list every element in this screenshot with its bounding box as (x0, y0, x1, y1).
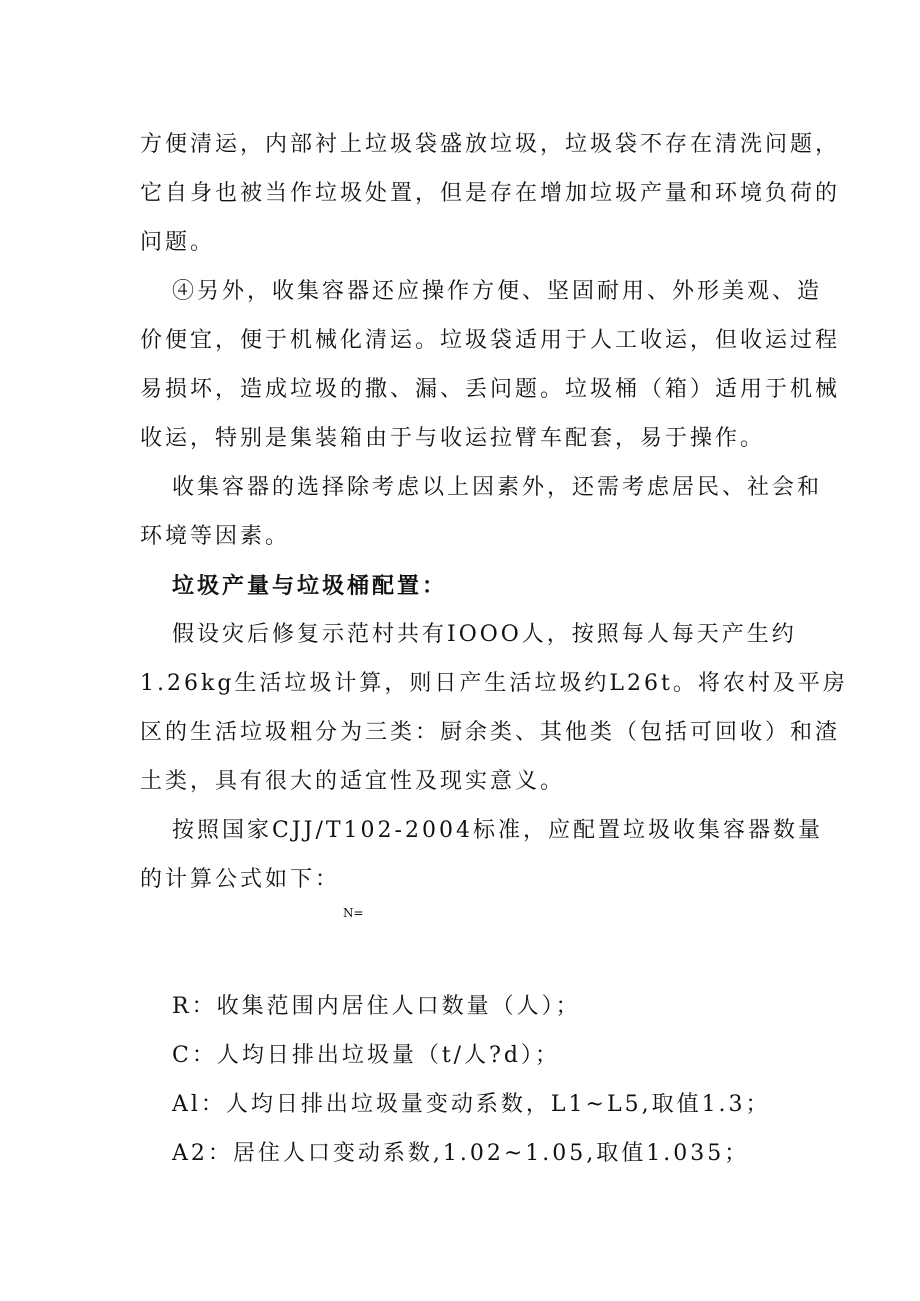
paragraph-4-line-4: 土类，具有很大的适宜性及现实意义。 (140, 769, 566, 794)
paragraph-4-line-2: 1.26kg生活垃圾计算，则日产生活垃圾约L26t。将农村及平房 (140, 671, 848, 696)
paragraph-4-line-3: 区的生活垃圾粗分为三类：厨余类、其他类（包括可回收）和渣 (140, 720, 841, 745)
paragraph-2-line-3: 易损坏，造成垃圾的撒、漏、丢问题。垃圾桶（箱）适用于机械 (140, 377, 841, 402)
paragraph-5-line-1: 按照国家CJJ/T102-2004标准，应配置垃圾收集容器数量 (172, 818, 823, 843)
paragraph-1-line-2: 它自身也被当作垃圾处置，但是存在增加垃圾产量和环境负荷的 (140, 181, 841, 206)
paragraph-2-line-2: 价便宜，便于机械化清运。垃圾袋适用于人工收运，但收运过程 (140, 328, 841, 353)
paragraph-3-line-2: 环境等因素。 (140, 524, 291, 549)
paragraph-2-line-1: ④另外，收集容器还应操作方便、坚固耐用、外形美观、造 (172, 279, 823, 304)
paragraph-4-line-1: 假设灾后修复示范村共有IOOO人，按照每人每天产生约 (172, 622, 797, 647)
paragraph-1-line-3: 问题。 (140, 230, 216, 255)
definition-c: C：人均日排出垃圾量（t/人?d）； (172, 1043, 560, 1068)
formula-label: N= (343, 906, 364, 920)
paragraph-5-line-2: 的计算公式如下： (140, 867, 341, 892)
paragraph-3-line-1: 收集容器的选择除考虑以上因素外，还需考虑居民、社会和 (172, 475, 823, 500)
definition-a1: Al：人均日排出垃圾量变动系数，L1~L5,取值1.3； (172, 1092, 771, 1117)
section-heading: 垃圾产量与垃圾桶配置： (172, 573, 448, 599)
definition-a2: A2：居住人口变动系数,1.02~1.05,取值1.035； (172, 1141, 750, 1166)
paragraph-1-line-1: 方便清运，内部衬上垃圾袋盛放垃圾，垃圾袋不存在清洗问题， (140, 132, 841, 157)
paragraph-2-line-4: 收运，特别是集装箱由于与收运拉臂车配套，易于操作。 (140, 426, 766, 451)
definition-r: R：收集范围内居住人口数量（人）； (172, 994, 581, 1019)
